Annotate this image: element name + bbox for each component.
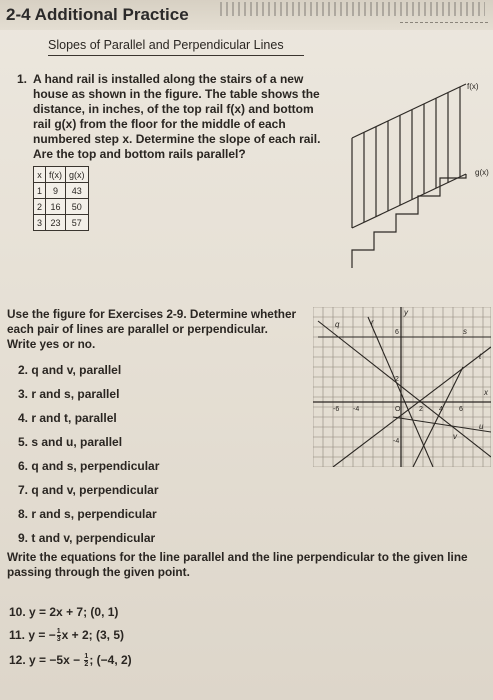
table-row (34, 199, 89, 215)
label-v: v (453, 432, 457, 441)
table-cell: 16 (46, 199, 66, 215)
tick-label: -4 (393, 438, 400, 445)
equation-item: 10. y = 2x + 7; (0, 1) (9, 605, 119, 619)
label-t: t (479, 352, 482, 361)
top-rail (352, 84, 466, 138)
bottom-rail-label: g(x) (475, 168, 489, 177)
tick-label: 2 (419, 406, 423, 413)
axis-label-x: x (484, 388, 488, 397)
data-table (33, 166, 89, 231)
equation-item: 11. y = − $\frac{1}{3}$ x + 2; (3, 5) (9, 628, 125, 644)
dashed-line (400, 22, 488, 23)
instructions-2-9: Use the figure for Exercises 2-9. Determine whether each pair of lines are parallel or perpendicular. Write yes or no. (7, 307, 297, 351)
exercise-item: 9. t and v, perpendicular (18, 531, 156, 545)
table-row (34, 215, 89, 231)
exercise-item: 2. q and v, parallel (18, 363, 122, 377)
exercise-item: 5. s and u, parallel (18, 435, 123, 449)
tick-label: 6 (395, 329, 399, 336)
table-header-row (34, 167, 89, 183)
axis-label-y: y (404, 308, 408, 317)
exercise-item: 7. q and v, perpendicular (18, 483, 159, 497)
page-title: 2-4 Additional Practice (6, 5, 189, 24)
label-s: s (463, 327, 467, 336)
fraction: $\frac{1}{3}$ (56, 628, 61, 644)
equation-item: 12. y = −5x − $\frac{1}{2}$ ; (−4, 2) (9, 653, 132, 669)
table-cell: 3 (34, 215, 46, 231)
label-r: r (371, 318, 374, 327)
instructions-10-12: Write the equations for the line parallel and the line perpendicular to the given line passing through the given point. (7, 550, 468, 579)
line-u (393, 417, 491, 432)
table-cell: 43 (66, 183, 89, 199)
table-cell: 1 (34, 183, 46, 199)
table-cell: 2 (34, 199, 46, 215)
tick-label: 2 (395, 376, 399, 383)
table-cell: 50 (66, 199, 89, 215)
table-cell: 57 (66, 215, 89, 231)
stair-rail-figure (340, 80, 480, 270)
problem-text: A hand rail is installed along the stairs of a new house as shown in the figure. The table shows the distance, in inches, of the top rail f(x) and bottom rail g(x) from the floor for the middle of each numbered step x. Determine the slope of each rail. Are the top and bottom rails parallel? (33, 72, 321, 161)
exercise-item: 3. r and s, parallel (18, 387, 120, 401)
tick-label: 6 (459, 406, 463, 413)
table-header: g(x) (66, 167, 89, 183)
exercise-item: 6. q and s, perpendicular (18, 459, 160, 473)
table-cell: 23 (46, 215, 66, 231)
top-rail-label: f(x) (467, 82, 479, 91)
table-header: f(x) (46, 167, 66, 183)
tick-label: O (395, 406, 401, 413)
coordinate-graph (313, 307, 491, 467)
fraction: $\frac{1}{2}$ (84, 653, 89, 669)
exercise-item: 8. r and s, perpendicular (18, 507, 157, 521)
line-q (318, 321, 491, 457)
table-row (34, 183, 89, 199)
exercise-item: 4. r and t, parallel (18, 411, 117, 425)
problem-number: 1. (17, 72, 28, 86)
label-q: q (335, 320, 340, 329)
tick-label: -6 (333, 406, 340, 413)
decorative-stripes (220, 2, 485, 16)
tick-label: 4 (439, 406, 443, 413)
subtitle-underline (48, 55, 304, 56)
table-header: x (34, 167, 46, 183)
table-cell: 9 (46, 183, 66, 199)
label-u: u (479, 422, 484, 431)
bottom-rail (352, 174, 466, 228)
tick-label: -4 (353, 406, 360, 413)
page-subtitle: Slopes of Parallel and Perpendicular Lines (48, 38, 284, 52)
